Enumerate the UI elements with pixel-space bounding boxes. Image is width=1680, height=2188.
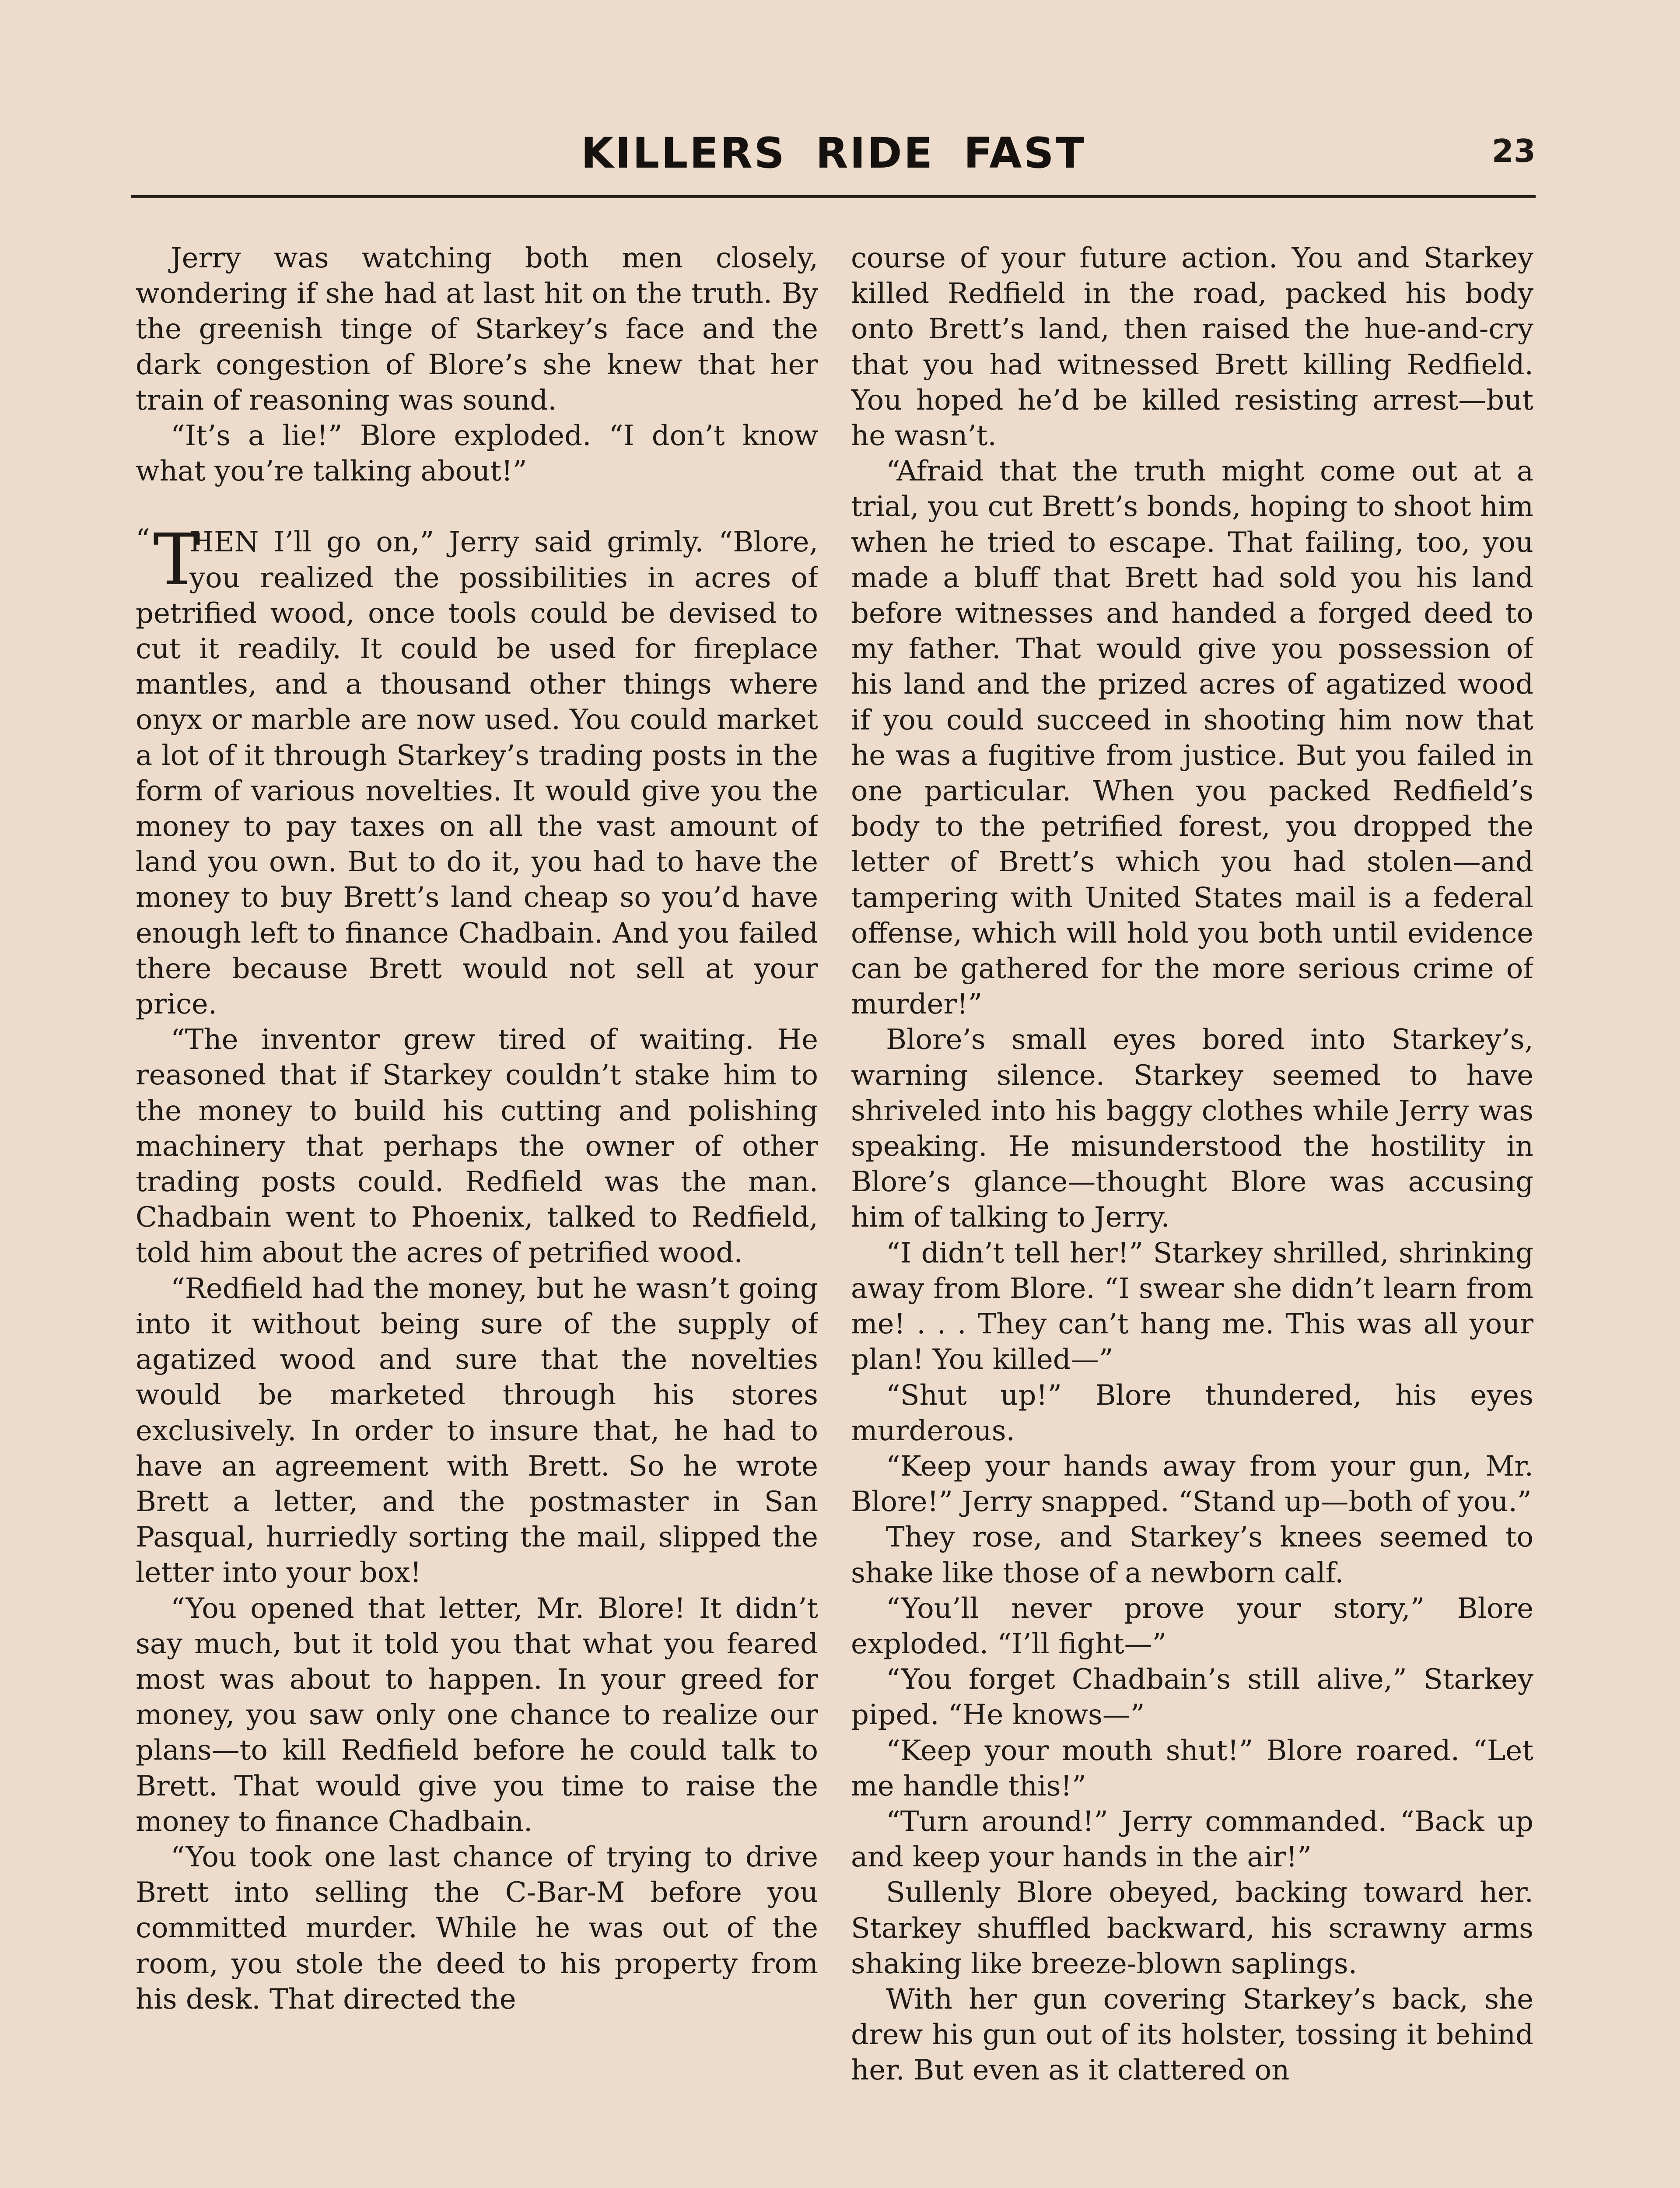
paragraph: They rose, and Starkey’s knees seemed to shake like those of a newborn calf. [851,1521,1533,1589]
paragraph: “Turn around!” Jerry commanded. “Back up and keep your hands in the air!” [851,1805,1533,1874]
paragraph-continued: course of your future action. You and Starkey killed Redfield in the road, packed his body onto Brett’s land, then raised the hue-and-cry that you had witnessed Brett killing Redfield. You hoped he’d be killed resisting arrest—but he wasn’t. [851,242,1533,452]
paragraph: “Shut up!” Blore thundered, his eyes murderous. [851,1379,1533,1447]
paragraph: Sullenly Blore obeyed, backing toward her. Starkey shuffled backward, his scrawny arms shaking like breeze-blown saplings. [851,1876,1533,1980]
drop-cap-quote: “ [136,523,150,556]
page-number: 23 [1491,133,1536,169]
page-header [127,127,1540,184]
paragraph: “You forget Chadbain’s still alive,” Starkey piped. “He knows—” [851,1663,1533,1732]
paragraph: Blore’s small eyes bored into Starkey’s, warning silence. Starkey seemed to have shriveled into his baggy clothes while Jerry was speaking. He misunderstood the hostility in Blore’s glance—thought Blore was accusing him of talking to Jerry. [851,1024,1533,1234]
dropcap-paragraph [136,519,818,1022]
paragraph: “I didn’t tell her!” Starkey shrilled, shrinking away from Blore. “I swear she didn’t learn from me! . . . They can’t hang me. This was all your plan! You killed—” [851,1237,1533,1376]
story-title: KILLERS RIDE FAST [581,129,1086,178]
drop-cap-letter: T [153,519,201,602]
left-column [136,241,818,2188]
paragraph: “Afraid that the truth might come out at a trial, you cut Brett’s bonds, hoping to shoot him when he tried to escape. That failing, too, you made a bluff that Brett had sold you his land before witnesses and handed a forged deed to my father. That would give you possession of his land and the prized acres of agatized wood if you could succeed in shooting him now that he was a fugitive from justice. But you failed in one particular. When you packed Redfield’s body to the petrified forest, you dropped the letter of Brett’s which you had stolen—and tampering with United States mail is a federal offense, which will hold you both until evidence can be gathered for the more serious crime of murder!” [851,455,1533,1021]
paragraph: “Keep your hands away from your gun, Mr. Blore!” Jerry snapped. “Stand up—both of you.” [851,1450,1533,1518]
paragraph: “Redfield had the money, but he wasn’t going into it without being sure of the supply of agatized wood and sure that the novelties would be marketed through his stores exclusively. In order to insure that, he had to have an agreement with Brett. So he wrote Brett a letter, and the postmaster in San Pasqual, hurriedly sorting the mail, slipped the letter into your box! [136,1272,818,1589]
paragraph: “You’ll never prove your story,” Blore exploded. “I’ll fight—” [851,1592,1533,1660]
paragraph: Jerry was watching both men closely, wondering if she had at last hit on the truth. By the greenish tinge of Starkey’s face and the dark congestion of Blore’s she knew that her train of reasoning was sound. [136,242,818,417]
dropcap-paragraph-text: HEN I’ll go on,” Jerry said grimly. “Blore, you realized the possibilities in acres of petrified wood, once tools could be devised to cut it readily. It could be used for fireplace mantles, and a thousand other things where onyx or marble are now used. You could market a lot of it through Starkey’s trading posts in the form of various novelties. It would give you the money to pay taxes on all the vast amount of land you own. But to do it, you had to have the money to buy Brett’s land cheap so you’d have enough left to finance Chadbain. And you failed there because Brett would not sell at your price. [136,526,818,1021]
paragraph: “It’s a lie!” Blore exploded. “I don’t know what you’re talking about!” [136,420,818,488]
paragraph: “Keep your mouth shut!” Blore roared. “Let me handle this!” [851,1734,1533,1802]
paragraph: “You took one last chance of trying to drive Brett into selling the C-Bar-M before you committed murder. While he was out of the room, you stole the deed to his property from his desk. That directed the [136,1841,818,2016]
paragraph: “The inventor grew tired of waiting. He reasoned that if Starkey couldn’t stake him to the money to build his cutting and polishing machinery that perhaps the owner of other trading posts could. Redfield was the man. Chadbain went to Phoenix, talked to Redfield, told him about the acres of petrified wood. [136,1024,818,1269]
drop-cap [136,519,201,602]
paragraph: With her gun covering Starkey’s back, she drew his gun out of its holster, tossing it behind her. But even as it clattered on [851,1983,1533,2087]
right-column [851,241,1533,2188]
paragraph: “You opened that letter, Mr. Blore! It didn’t say much, but it told you that what you feared most was about to happen. In your greed for money, you saw only one chance to realize our plans—to kill Redfield before he could talk to Brett. That would give you time to raise the money to finance Chadbain. [136,1592,818,1838]
header-rule [131,195,1536,198]
